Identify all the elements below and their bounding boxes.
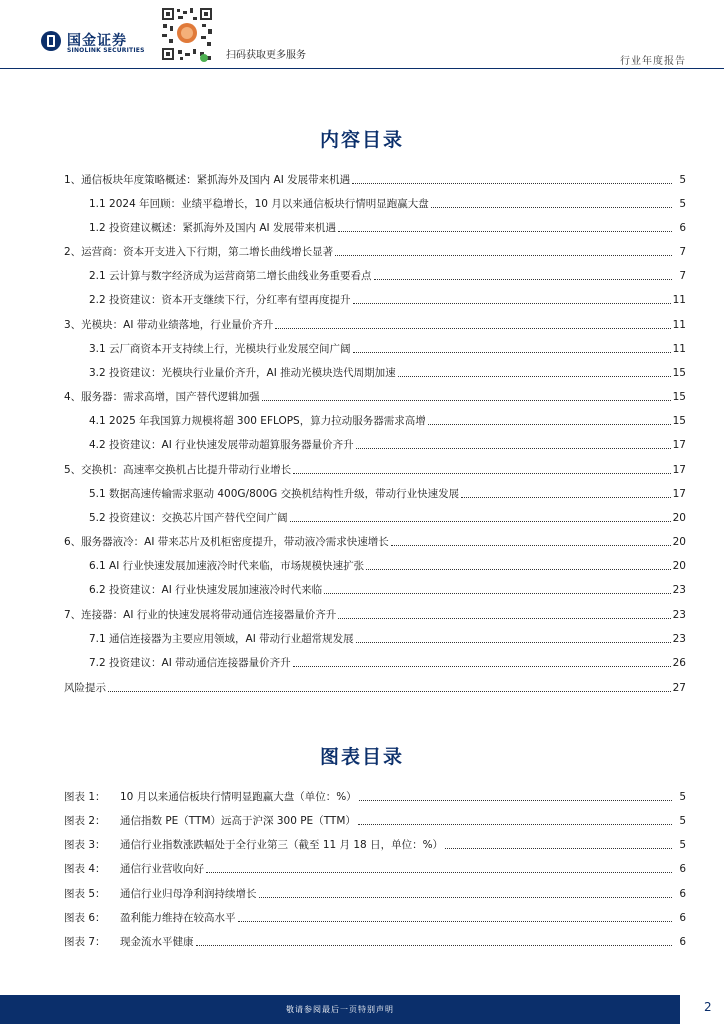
toc-subsection-entry[interactable] [89,558,686,572]
figure-label: 图表 1： [64,791,106,803]
toc-leader-dots [262,392,671,401]
figure-toc-entry[interactable] [64,886,686,900]
toc-leader-dots [428,416,671,425]
toc-entry-title: 7、连接器：AI 行业的快速发展将带动通信连接器量价齐升 [64,609,337,621]
toc-entry-page: 11 [672,319,686,331]
figure-title: 现金流水平健康 [120,936,194,948]
logo-chinese-name: 国金证券 [67,33,127,49]
toc-entry-title: 7.2 投资建议：AI 带动通信连接器量价齐升 [89,657,291,669]
toc-section-entry[interactable] [64,534,686,548]
toc-entry-title: 5、交换机：高速率交换机占比提升带动行业增长 [64,464,292,476]
figure-title: 盈利能力维持在较高水平 [120,912,236,924]
header-divider [0,68,724,69]
toc-entry-title: 6.1 AI 行业快速发展加速液冷时代来临，市场规模快速扩张 [89,560,365,572]
toc-entry-title: 4.1 2025 年我国算力规模将超 300 EFLOPS，算力拉动服务器需求高增 [89,415,426,427]
toc-section-entry[interactable] [64,680,686,694]
toc-entry-page: 23 [672,633,686,645]
toc-leader-dots [374,271,672,280]
toc-entry-title: 2、运营商：资本开支进入下行期，第二增长曲线增长显著 [64,246,334,258]
toc-leader-dots [335,247,672,256]
toc-section-entry[interactable] [64,462,686,476]
toc-entry-title: 3、光模块：AI 带动业绩落地，行业量价齐升 [64,319,274,331]
figure-label: 图表 7： [64,936,106,948]
figure-page: 5 [679,815,686,827]
toc-subsection-entry[interactable] [89,437,686,451]
figure-leader-dots [238,913,673,922]
figure-page: 6 [679,863,686,875]
toc-entry-title: 1.1 2024 年回顾：业绩平稳增长，10 月以来通信板块行情明显跑赢大盘 [89,198,429,210]
toc-entry-page: 17 [672,464,686,476]
toc-entry-page: 7 [679,270,686,282]
toc-entry-page: 15 [672,415,686,427]
toc-leader-dots [338,610,670,619]
figure-label: 图表 5： [64,888,106,900]
figure-label: 图表 6： [64,912,106,924]
toc-subsection-entry[interactable] [89,631,686,645]
figure-leader-dots [259,889,673,898]
toc-entry-page: 20 [672,560,686,572]
figure-toc-entry[interactable] [64,813,686,827]
figure-toc-entry[interactable] [64,837,686,851]
toc-subsection-entry[interactable] [89,365,686,379]
toc-entry-page: 5 [679,198,686,210]
toc-leader-dots [290,513,671,522]
report-type-label: 行业年度报告 [620,56,686,67]
footer-disclaimer: 敬请参阅最后一页特别声明 [286,1005,394,1014]
figure-toc-entry[interactable] [64,934,686,948]
logo-english-name: SINOLINK SECURITIES [67,47,145,54]
toc-leader-dots [353,295,671,304]
figure-page: 5 [679,791,686,803]
toc-leader-dots [293,465,670,474]
figure-page: 5 [679,839,686,851]
toc-section-entry[interactable] [64,172,686,186]
figure-leader-dots [359,792,672,801]
toc-leader-dots [356,440,671,449]
toc-entry-page: 27 [672,682,686,694]
toc-leader-dots [398,368,671,377]
toc-entry-page: 23 [672,609,686,621]
figure-page: 6 [679,888,686,900]
figure-label: 图表 3： [64,839,106,851]
toc-entry-page: 11 [672,294,686,306]
toc-subsection-entry[interactable] [89,486,686,500]
figure-label: 图表 4： [64,863,106,875]
toc-entry-title: 7.1 通信连接器为主要应用领域，AI 带动行业超常规发展 [89,633,354,645]
toc-entry-title: 6、服务器液冷：AI 带来芯片及机柜密度提升，带动液冷需求快速增长 [64,536,389,548]
toc-entry-page: 17 [672,488,686,500]
toc-entry-page: 6 [679,222,686,234]
toc-entry-page: 5 [679,174,686,186]
toc-leader-dots [324,585,670,594]
figure-label: 图表 2： [64,815,106,827]
toc-entry-page: 11 [672,343,686,355]
toc-entry-page: 7 [679,246,686,258]
toc-leader-dots [293,658,671,667]
toc-entry-page: 26 [672,657,686,669]
toc-entry-page: 15 [672,391,686,403]
figure-leader-dots [206,864,672,873]
page-header [0,0,724,70]
toc-subsection-entry[interactable] [89,268,686,282]
toc-entry-title: 1、通信板块年度策略概述：紧抓海外及国内 AI 发展带来机遇 [64,174,351,186]
toc-entry-title: 2.1 云计算与数字经济成为运营商第二增长曲线业务重要看点 [89,270,372,282]
toc-leader-dots [353,344,671,353]
figure-toc-entry[interactable] [64,910,686,924]
toc-leader-dots [366,561,670,570]
toc-entry-page: 15 [672,367,686,379]
figure-toc-entry[interactable] [64,789,686,803]
qr-code-icon[interactable] [160,6,214,62]
toc-leader-dots [461,489,671,498]
figure-toc-entry[interactable] [64,861,686,875]
toc-entry-title: 5.2 投资建议：交换芯片国产替代空间广阔 [89,512,288,524]
figure-page: 6 [679,936,686,948]
toc-entry-title: 2.2 投资建议：资本开支继续下行，分红率有望再度提升 [89,294,351,306]
scan-for-services-text: 扫码获取更多服务 [226,50,306,61]
toc-section-entry[interactable] [64,389,686,403]
figure-title: 通信行业营收向好 [120,863,204,875]
company-logo [40,28,150,58]
figure-title: 10 月以来通信板块行情明显跑赢大盘（单位：%） [120,791,357,803]
toc-leader-dots [108,683,671,692]
toc-subsection-entry[interactable] [89,341,686,355]
toc-title: 内容目录 [319,129,404,151]
toc-entry-title: 4.2 投资建议：AI 行业快速发展带动超算服务器量价齐升 [89,439,354,451]
toc-subsection-entry[interactable] [89,655,686,669]
toc-subsection-entry[interactable] [89,413,686,427]
toc-entry-title: 风险提示 [64,682,106,694]
figure-title: 通信行业归母净利润持续增长 [120,888,257,900]
toc-leader-dots [352,175,672,184]
figures-toc-title: 图表目录 [319,746,404,768]
toc-entry-title: 1.2 投资建议概述：紧抓海外及国内 AI 发展带来机遇 [89,222,336,234]
figure-title: 通信指数 PE（TTM）远高于沪深 300 PE（TTM） [120,815,356,827]
toc-section-entry[interactable] [64,317,686,331]
figure-leader-dots [445,840,672,849]
toc-leader-dots [391,537,671,546]
toc-leader-dots [275,320,670,329]
toc-subsection-entry[interactable] [89,292,686,306]
toc-section-entry[interactable] [64,607,686,621]
toc-entry-page: 17 [672,439,686,451]
toc-subsection-entry[interactable] [89,582,686,596]
toc-leader-dots [356,634,671,643]
figure-leader-dots [196,937,673,946]
toc-leader-dots [431,199,672,208]
toc-subsection-entry[interactable] [89,196,686,210]
sinolink-logo-icon [40,30,62,52]
toc-subsection-entry[interactable] [89,510,686,524]
toc-entry-page: 20 [672,512,686,524]
toc-entry-title: 3.2 投资建议：光模块行业量价齐升，AI 推动光模块迭代周期加速 [89,367,396,379]
toc-entry-page: 20 [672,536,686,548]
toc-leader-dots [338,223,672,232]
toc-entry-title: 5.1 数据高速传输需求驱动 400G/800G 交换机结构性升级，带动行业快速发展 [89,488,460,500]
toc-section-entry[interactable] [64,244,686,258]
toc-subsection-entry[interactable] [89,220,686,234]
figure-title: 通信行业指数涨跌幅处于全行业第三（截至 11 月 18 日，单位：%） [120,839,444,851]
toc-entry-page: 23 [672,584,686,596]
toc-entry-title: 3.1 云厂商资本开支持续上行，光模块行业发展空间广阔 [89,343,351,355]
figure-leader-dots [358,816,672,825]
figure-page: 6 [679,912,686,924]
toc-entry-title: 4、服务器：需求高增，国产替代逻辑加强 [64,391,260,403]
page-number: 2 [704,1000,712,1014]
toc-entry-title: 6.2 投资建议：AI 行业快速发展加速液冷时代来临 [89,584,323,596]
